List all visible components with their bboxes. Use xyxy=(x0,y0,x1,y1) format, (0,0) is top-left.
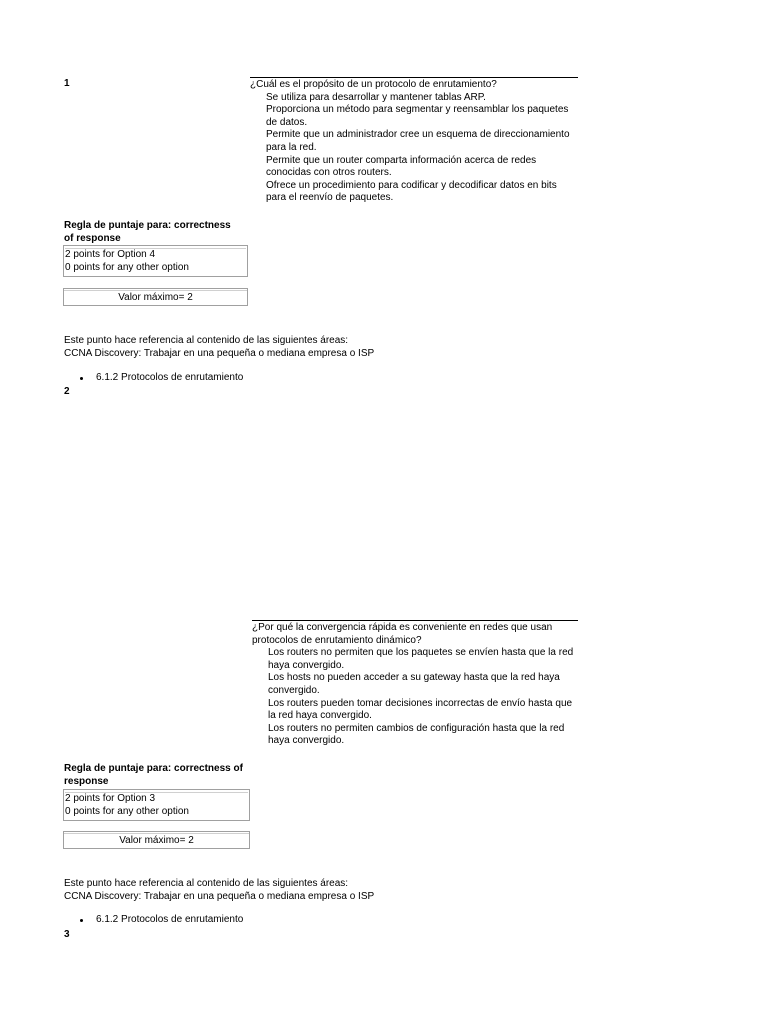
max-value-text: Valor máximo= 2 xyxy=(64,833,249,848)
max-value-text: Valor máximo= 2 xyxy=(64,290,247,305)
answer-option[interactable]: Permite que un administrador cree un esquema de direccionamiento para la red. xyxy=(266,129,570,153)
answer-option[interactable]: Los routers no permiten cambios de configuración hasta que la red haya convergido. xyxy=(268,722,565,747)
reference-intro: Este punto hace referencia al contenido de las siguientes áreas: xyxy=(64,878,349,889)
reference-item: 6.1.2 Protocolos de enrutamiento xyxy=(78,372,243,385)
content-reference xyxy=(64,878,374,903)
scoring-rule-title: Regla de puntaje para: correctness of response xyxy=(64,220,231,244)
answer-option[interactable]: Se utiliza para desarrollar y mantener tablas ARP. xyxy=(266,91,486,103)
scoring-rule-box xyxy=(63,789,250,821)
answer-option[interactable]: Los routers no permiten que los paquetes se envíen hasta que la red haya convergido. xyxy=(268,647,574,671)
scoring-rule-box xyxy=(63,245,248,277)
max-value-box xyxy=(63,288,248,306)
max-value-box xyxy=(63,831,250,849)
scoring-rule-line: 2 points for Option 4 xyxy=(65,249,156,260)
reference-intro: Este punto hace referencia al contenido de las siguientes áreas: xyxy=(64,335,349,346)
scoring-rule-line: 0 points for any other option xyxy=(65,261,189,273)
reference-list xyxy=(78,914,243,927)
reference-course: CCNA Discovery: Trabajar en una pequeña o mediana empresa o ISP xyxy=(64,347,375,359)
reference-item: 6.1.2 Protocolos de enrutamiento xyxy=(78,914,243,927)
reference-list xyxy=(78,372,243,385)
answer-options xyxy=(250,92,578,205)
question-content xyxy=(250,77,578,205)
scoring-rule-title: Regla de puntaje para: correctness of response xyxy=(64,763,243,787)
content-reference xyxy=(64,335,374,360)
answer-option[interactable]: Los hosts no pueden acceder a su gateway hasta que la red haya convergido. xyxy=(268,672,560,696)
scoring-rule-line: 0 points for any other option xyxy=(65,805,189,817)
scoring-rule-line: 2 points for Option 3 xyxy=(65,793,156,804)
question-text: ¿Por qué la convergencia rápida es conveniente en redes que usan protocolos de enrutamiento dinámico? xyxy=(252,622,553,646)
answer-option[interactable]: Los routers pueden tomar decisiones incorrectas de envío hasta que la red haya convergido. xyxy=(268,697,573,722)
question-content xyxy=(252,620,578,748)
question-number: 1 xyxy=(64,78,70,89)
answer-option[interactable]: Permite que un router comparta información acerca de redes conocidas con otros routers. xyxy=(266,154,537,179)
answer-options xyxy=(252,647,578,748)
question-text: ¿Cuál es el propósito de un protocolo de enrutamiento? xyxy=(250,79,497,90)
reference-course: CCNA Discovery: Trabajar en una pequeña o mediana empresa o ISP xyxy=(64,890,375,902)
question-number: 2 xyxy=(64,386,70,397)
question-number: 3 xyxy=(64,929,70,940)
answer-option[interactable]: Ofrece un procedimiento para codificar y decodificar datos en bits para el reenvío de paquetes. xyxy=(266,179,557,204)
answer-option[interactable]: Proporciona un método para segmentar y reensamblar los paquetes de datos. xyxy=(266,104,569,128)
